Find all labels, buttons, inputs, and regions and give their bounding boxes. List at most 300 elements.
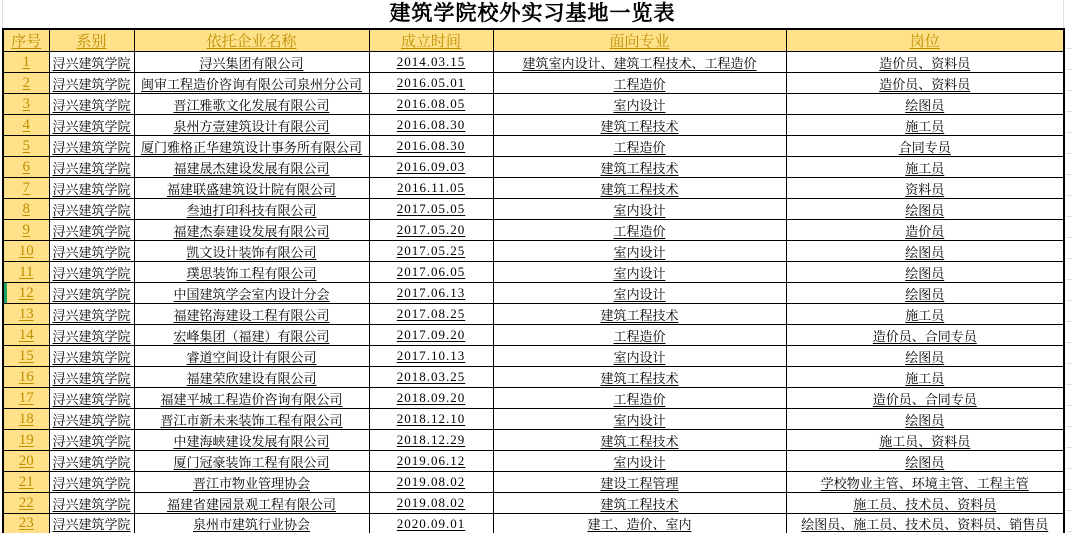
cell-date[interactable] [369,472,493,493]
table-row [3,199,1064,220]
cell-company-text: 浔兴集团有限公司 [199,55,304,71]
header-dept[interactable] [49,29,134,52]
header-positions-label: 岗位 [909,34,940,50]
cell-company-text: 晋江雅歌文化发展有限公司 [173,97,330,113]
cell-company-text: 福建荣欣建设有限公司 [186,370,317,386]
cell-dept-text: 浔兴建筑学院 [52,349,131,365]
cell-dept-text: 浔兴建筑学院 [52,76,131,92]
cell-no[interactable] [3,115,49,136]
cell-no-text: 4 [22,116,30,133]
cell-no-text: 17 [18,389,34,406]
table-row [3,220,1064,241]
cell-positions[interactable] [786,283,1064,304]
cell-positions-text: 绘图员 [905,202,945,218]
cell-date[interactable] [369,451,493,472]
cell-date-text: 2014.03.15 [396,54,466,69]
cell-majors[interactable] [493,409,786,430]
cell-positions[interactable] [786,388,1064,409]
cell-company-text: 泉州市建筑行业协会 [192,517,310,533]
cell-date[interactable] [369,283,493,304]
cell-dept[interactable] [49,52,134,73]
row-selection-marker [4,283,7,303]
cell-no-text: 16 [18,368,34,385]
cell-majors-text: 室内设计 [613,286,666,302]
cell-no[interactable] [3,73,49,94]
cell-company-text: 中国建筑学会室内设计分会 [173,286,330,302]
cell-positions[interactable] [786,325,1064,346]
cell-date[interactable] [369,262,493,283]
table-row [3,409,1064,430]
cell-date[interactable] [369,493,493,514]
cell-dept[interactable] [49,346,134,367]
cell-positions-text: 造价员、资料员 [879,55,971,71]
cell-dept-text: 浔兴建筑学院 [52,223,131,239]
cell-dept-text: 浔兴建筑学院 [52,517,131,533]
cell-positions-text: 造价员、资料员 [879,76,971,92]
cell-no[interactable] [3,388,49,409]
cell-dept-text: 浔兴建筑学院 [52,97,131,113]
cell-majors-text: 室内设计 [613,349,666,365]
cell-majors-text: 工程造价 [613,76,666,92]
cell-company[interactable] [134,199,369,220]
cell-no[interactable] [3,472,49,493]
cell-date-text: 2019.06.12 [396,453,466,468]
cell-date[interactable] [369,304,493,325]
cell-company-text: 福建平城工程造价咨询有限公司 [160,391,343,407]
cell-no-text: 10 [18,242,34,259]
cell-positions[interactable] [786,451,1064,472]
cell-majors[interactable] [493,388,786,409]
cell-dept-text: 浔兴建筑学院 [52,328,131,344]
header-company-label: 依托企业名称 [206,34,297,50]
cell-dept-text: 浔兴建筑学院 [52,412,131,428]
cell-company[interactable] [134,346,369,367]
table-row [3,115,1064,136]
sheet-gridline-top-right [1063,0,1064,28]
cell-majors-text: 建筑工程技术 [600,307,679,323]
cell-company[interactable] [134,367,369,388]
cell-no-text: 9 [22,221,30,238]
cell-dept[interactable] [49,283,134,304]
cell-company[interactable] [134,52,369,73]
cell-majors-text: 室内设计 [613,202,666,218]
cell-company-text: 璞思装饰工程有限公司 [186,265,317,281]
cell-majors-text: 室内设计 [613,412,666,428]
cell-positions[interactable] [786,199,1064,220]
cell-company-text: 福建杰泰建设发展有限公司 [173,223,330,239]
cell-date[interactable] [369,430,493,451]
cell-date-text: 2018.03.25 [396,369,466,384]
header-company[interactable] [134,29,369,52]
cell-dept[interactable] [49,73,134,94]
cell-company[interactable] [134,157,369,178]
table-row [3,367,1064,388]
cell-positions[interactable] [786,367,1064,388]
cell-dept[interactable] [49,430,134,451]
cell-company[interactable] [134,514,369,533]
cell-positions[interactable] [786,241,1064,262]
cell-positions[interactable] [786,493,1064,514]
cell-no-text: 6 [22,158,30,175]
cell-majors[interactable] [493,136,786,157]
cell-dept[interactable] [49,451,134,472]
cell-no-text: 7 [22,179,30,196]
cell-company[interactable] [134,136,369,157]
cell-no[interactable] [3,136,49,157]
cell-no[interactable] [3,283,49,304]
cell-majors[interactable] [493,241,786,262]
cell-dept[interactable] [49,94,134,115]
cell-majors[interactable] [493,220,786,241]
cell-date[interactable] [369,325,493,346]
cell-date-text: 2019.08.02 [396,474,466,489]
cell-company[interactable] [134,73,369,94]
cell-majors[interactable] [493,115,786,136]
cell-positions-text: 施工员、资料员 [879,433,971,449]
cell-date[interactable] [369,199,493,220]
cell-positions[interactable] [786,136,1064,157]
cell-positions-text: 施工员 [905,160,945,176]
cell-majors-text: 工程造价 [613,223,666,239]
table-row [3,94,1064,115]
cell-company[interactable] [134,283,369,304]
cell-company-text: 厦门冠豪装饰工程有限公司 [173,454,330,470]
cell-dept-text: 浔兴建筑学院 [52,244,131,260]
cell-majors-text: 室内设计 [613,97,666,113]
cell-company[interactable] [134,178,369,199]
cell-date[interactable] [369,94,493,115]
cell-majors-text: 室内设计 [613,265,666,281]
cell-positions[interactable] [786,115,1064,136]
cell-no-text: 12 [18,284,34,301]
header-dept-label: 系别 [76,34,107,50]
cell-majors-text: 建筑工程技术 [600,496,679,512]
cell-dept-text: 浔兴建筑学院 [52,265,131,281]
cell-no[interactable] [3,241,49,262]
cell-no-text: 15 [18,347,34,364]
cell-date[interactable] [369,409,493,430]
cell-positions[interactable] [786,220,1064,241]
cell-majors[interactable] [493,367,786,388]
table-row [3,178,1064,199]
cell-company[interactable] [134,115,369,136]
cell-no-text: 23 [18,515,34,532]
cell-date-text: 2017.09.20 [396,327,466,342]
cell-no[interactable] [3,262,49,283]
cell-positions-text: 资料员 [905,181,945,197]
cell-date-text: 2017.06.05 [396,264,466,279]
table-row [3,52,1064,73]
internship-base-table [2,28,1065,533]
table-row [3,430,1064,451]
cell-majors-text: 建设工程管理 [600,475,679,491]
table-body [3,52,1064,533]
cell-date-text: 2017.06.13 [396,285,466,300]
cell-majors[interactable] [493,304,786,325]
cell-dept[interactable] [49,493,134,514]
cell-date[interactable] [369,73,493,94]
cell-company[interactable] [134,220,369,241]
cell-dept-text: 浔兴建筑学院 [52,55,131,71]
cell-no-text: 19 [18,431,34,448]
cell-majors[interactable] [493,262,786,283]
cell-company-text: 凯文设计装饰有限公司 [186,244,317,260]
table-row [3,283,1064,304]
cell-no-text: 18 [18,410,34,427]
cell-company-text: 福建联盛建筑设计院有限公司 [166,181,336,197]
cell-dept[interactable] [49,157,134,178]
header-date[interactable] [369,29,493,52]
cell-company-text: 闽审工程造价咨询有限公司泉州分公司 [140,76,362,92]
cell-positions-text: 绘图员、施工员、技术员、资料员、销售员 [801,517,1049,533]
cell-majors[interactable] [493,451,786,472]
table-row [3,136,1064,157]
cell-company-text: 福建晟杰建设发展有限公司 [173,160,330,176]
cell-positions[interactable] [786,178,1064,199]
cell-positions-text: 施工员、技术员、资料员 [853,496,997,512]
cell-date-text: 2016.05.01 [396,75,466,90]
header-positions[interactable] [786,29,1064,52]
cell-no-text: 1 [22,53,30,70]
cell-date[interactable] [369,157,493,178]
cell-company[interactable] [134,472,369,493]
cell-majors-text: 建筑工程技术 [600,160,679,176]
cell-positions[interactable] [786,346,1064,367]
cell-positions[interactable] [786,52,1064,73]
cell-majors[interactable] [493,514,786,533]
table-row [3,304,1064,325]
cell-no[interactable] [3,409,49,430]
table-row [3,73,1064,94]
cell-company-text: 福建铭海建设工程有限公司 [173,307,330,323]
cell-company[interactable] [134,451,369,472]
cell-no[interactable] [3,52,49,73]
cell-dept-text: 浔兴建筑学院 [52,391,131,407]
cell-date-text: 2016.09.03 [396,159,466,174]
cell-no-text: 11 [19,263,34,280]
cell-dept[interactable] [49,199,134,220]
cell-dept-text: 浔兴建筑学院 [52,370,131,386]
cell-positions[interactable] [786,262,1064,283]
header-majors-label: 面向专业 [609,34,670,50]
cell-company[interactable] [134,388,369,409]
table-row [3,514,1064,533]
cell-majors-text: 建筑工程技术 [600,433,679,449]
cell-date-text: 2016.08.30 [396,138,466,153]
cell-dept-text: 浔兴建筑学院 [52,139,131,155]
cell-dept-text: 浔兴建筑学院 [52,433,131,449]
cell-majors[interactable] [493,52,786,73]
cell-positions-text: 学校物业主管、环境主管、工程主管 [820,475,1029,491]
cell-no-text: 21 [18,473,34,490]
cell-no-text: 8 [22,200,30,217]
table-row [3,388,1064,409]
cell-majors-text: 室内设计 [613,244,666,260]
cell-positions-text: 绘图员 [905,349,945,365]
cell-no[interactable] [3,94,49,115]
cell-positions-text: 绘图员 [905,286,945,302]
cell-majors[interactable] [493,94,786,115]
header-date-label: 成立时间 [400,34,461,50]
sheet-gridline-top-left [2,0,3,28]
cell-positions[interactable] [786,304,1064,325]
cell-majors[interactable] [493,73,786,94]
cell-company-text: 厦门雅格正华建筑设计事务所有限公司 [140,139,362,155]
cell-positions[interactable] [786,430,1064,451]
cell-no[interactable] [3,220,49,241]
cell-dept[interactable] [49,514,134,533]
cell-positions-text: 合同专员 [898,139,951,155]
cell-majors-text: 室内设计 [613,454,666,470]
page-title[interactable]: 建筑学院校外实习基地一览表 [389,1,676,25]
cell-majors-text: 工程造价 [613,391,666,407]
cell-date[interactable] [369,514,493,533]
cell-majors[interactable] [493,325,786,346]
cell-company-text: 中建海峡建设发展有限公司 [173,433,330,449]
cell-positions-text: 造价员、合同专员 [872,391,977,407]
cell-majors-text: 工程造价 [613,139,666,155]
cell-positions-text: 施工员 [905,118,945,134]
table-row [3,325,1064,346]
cell-majors[interactable] [493,430,786,451]
cell-date-text: 2018.12.10 [396,411,466,426]
cell-no[interactable] [3,199,49,220]
cell-majors-text: 建筑室内设计、建筑工程技术、工程造价 [522,55,757,71]
cell-date-text: 2017.05.05 [396,201,466,216]
cell-company-text: 睿道空间设计有限公司 [186,349,317,365]
cell-dept[interactable] [49,472,134,493]
cell-dept-text: 浔兴建筑学院 [52,118,131,134]
cell-no[interactable] [3,157,49,178]
cell-company-text: 福建省建园景观工程有限公司 [166,496,336,512]
cell-date[interactable] [369,52,493,73]
cell-dept[interactable] [49,325,134,346]
cell-positions-text: 造价员 [905,223,945,239]
cell-majors[interactable] [493,283,786,304]
cell-no[interactable] [3,430,49,451]
cell-date[interactable] [369,241,493,262]
cell-dept-text: 浔兴建筑学院 [52,160,131,176]
cell-no[interactable] [3,304,49,325]
cell-date[interactable] [369,220,493,241]
cell-company[interactable] [134,94,369,115]
cell-positions[interactable] [786,409,1064,430]
cell-majors[interactable] [493,178,786,199]
table-row [3,493,1064,514]
cell-company[interactable] [134,409,369,430]
cell-majors-text: 建工、造价、室内 [587,517,692,533]
table-row [3,451,1064,472]
cell-no[interactable] [3,514,49,533]
cell-majors[interactable] [493,199,786,220]
cell-company-text: 宏峰集团（福建）有限公司 [173,328,330,344]
cell-dept-text: 浔兴建筑学院 [52,307,131,323]
cell-no-text: 2 [22,74,30,91]
cell-date-text: 2016.08.30 [396,117,466,132]
cell-dept[interactable] [49,115,134,136]
cell-date[interactable] [369,367,493,388]
table-row [3,241,1064,262]
cell-majors[interactable] [493,346,786,367]
cell-positions-text: 造价员、合同专员 [872,328,977,344]
cell-positions[interactable] [786,94,1064,115]
cell-company[interactable] [134,430,369,451]
table-row [3,346,1064,367]
cell-positions[interactable] [786,472,1064,493]
cell-positions-text: 绘图员 [905,265,945,281]
cell-date-text: 2019.08.02 [396,495,466,510]
header-row [3,29,1064,52]
cell-positions[interactable] [786,514,1064,533]
cell-company[interactable] [134,241,369,262]
cell-dept[interactable] [49,367,134,388]
cell-company[interactable] [134,262,369,283]
cell-positions[interactable] [786,157,1064,178]
cell-dept[interactable] [49,136,134,157]
cell-no[interactable] [3,451,49,472]
cell-date[interactable] [369,115,493,136]
cell-majors-text: 建筑工程技术 [600,118,679,134]
cell-company[interactable] [134,493,369,514]
cell-no[interactable] [3,367,49,388]
cell-dept-text: 浔兴建筑学院 [52,286,131,302]
cell-no-text: 13 [18,305,34,322]
cell-majors[interactable] [493,472,786,493]
cell-dept[interactable] [49,388,134,409]
cell-date-text: 2016.11.05 [396,180,466,195]
cell-company-text: 晋江市物业管理协会 [192,475,310,491]
cell-date-text: 2017.05.25 [396,243,466,258]
cell-no[interactable] [3,346,49,367]
cell-date-text: 2016.08.05 [396,96,466,111]
cell-no[interactable] [3,325,49,346]
cell-majors[interactable] [493,157,786,178]
cell-dept-text: 浔兴建筑学院 [52,181,131,197]
cell-no[interactable] [3,493,49,514]
cell-majors[interactable] [493,493,786,514]
cell-date[interactable] [369,136,493,157]
cell-date[interactable] [369,178,493,199]
cell-dept[interactable] [49,220,134,241]
cell-positions-text: 绘图员 [905,412,945,428]
table-row [3,472,1064,493]
cell-date[interactable] [369,388,493,409]
cell-dept[interactable] [49,409,134,430]
cell-company-text: 叁迪打印科技有限公司 [186,202,317,218]
cell-date-text: 2020.09.01 [396,515,466,531]
cell-positions[interactable] [786,73,1064,94]
table-row [3,157,1064,178]
cell-positions-text: 施工员 [905,307,945,323]
cell-no[interactable] [3,178,49,199]
cell-date-text: 2017.10.13 [396,348,466,363]
cell-dept[interactable] [49,304,134,325]
header-no-label: 序号 [11,34,42,50]
cell-company[interactable] [134,304,369,325]
cell-company[interactable] [134,325,369,346]
cell-dept[interactable] [49,262,134,283]
cell-dept[interactable] [49,241,134,262]
cell-majors-text: 建筑工程技术 [600,370,679,386]
cell-positions-text: 绘图员 [905,454,945,470]
cell-positions-text: 绘图员 [905,244,945,260]
header-majors[interactable] [493,29,786,52]
cell-majors-text: 建筑工程技术 [600,181,679,197]
header-no[interactable] [3,29,49,52]
cell-dept[interactable] [49,178,134,199]
cell-date[interactable] [369,346,493,367]
cell-date-text: 2017.08.25 [396,306,466,321]
